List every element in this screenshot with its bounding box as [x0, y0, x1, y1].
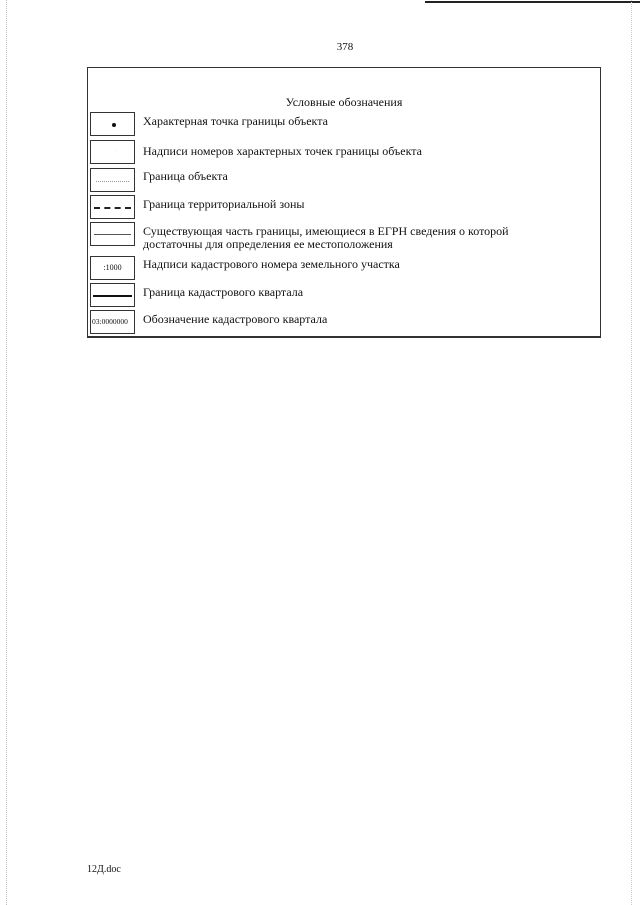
- parcel-number-sample: :1000: [103, 263, 122, 272]
- cadastral-quarter-label-icon: [90, 310, 135, 334]
- object-boundary-line-icon: [90, 168, 135, 192]
- legend-box: [87, 67, 601, 338]
- territorial-zone-dashed-line-icon: [90, 195, 135, 219]
- cadastral-quarter-boundary-icon: [90, 283, 135, 307]
- parcel-number-label-icon: [90, 256, 135, 280]
- top-rule: [425, 1, 640, 3]
- legend-label: Характерная точка границы объекта: [143, 114, 328, 128]
- scan-edge-right: [631, 0, 632, 905]
- legend-title: Условные обозначения: [285, 95, 403, 109]
- legend-label: Обозначение кадастрового квартала: [143, 312, 328, 326]
- legend-label: Граница территориальной зоны: [143, 197, 305, 211]
- footer-filename: 12Д.doc: [87, 864, 121, 875]
- existing-boundary-line-icon: [90, 222, 135, 246]
- legend-label: [143, 225, 509, 251]
- point-number-label-icon: ·: [90, 140, 135, 164]
- legend-label: Граница кадастрового квартала: [143, 285, 304, 299]
- legend-label: Надписи номеров характерных точек границы объекта: [143, 144, 422, 158]
- page-number: 378: [336, 41, 354, 53]
- legend-label: Граница объекта: [143, 169, 228, 183]
- legend-label: Надписи кадастрового номера земельного участка: [143, 257, 400, 271]
- legend-label-line2: достаточны для определения ее местоположения: [143, 237, 393, 251]
- cadastral-quarter-sample: 03:0000000: [92, 317, 128, 326]
- scan-edge-left: [6, 0, 7, 905]
- point-marker-icon: [90, 112, 135, 136]
- legend-label-line1: Существующая часть границы, имеющиеся в ЕГРН сведения о которой: [143, 224, 509, 238]
